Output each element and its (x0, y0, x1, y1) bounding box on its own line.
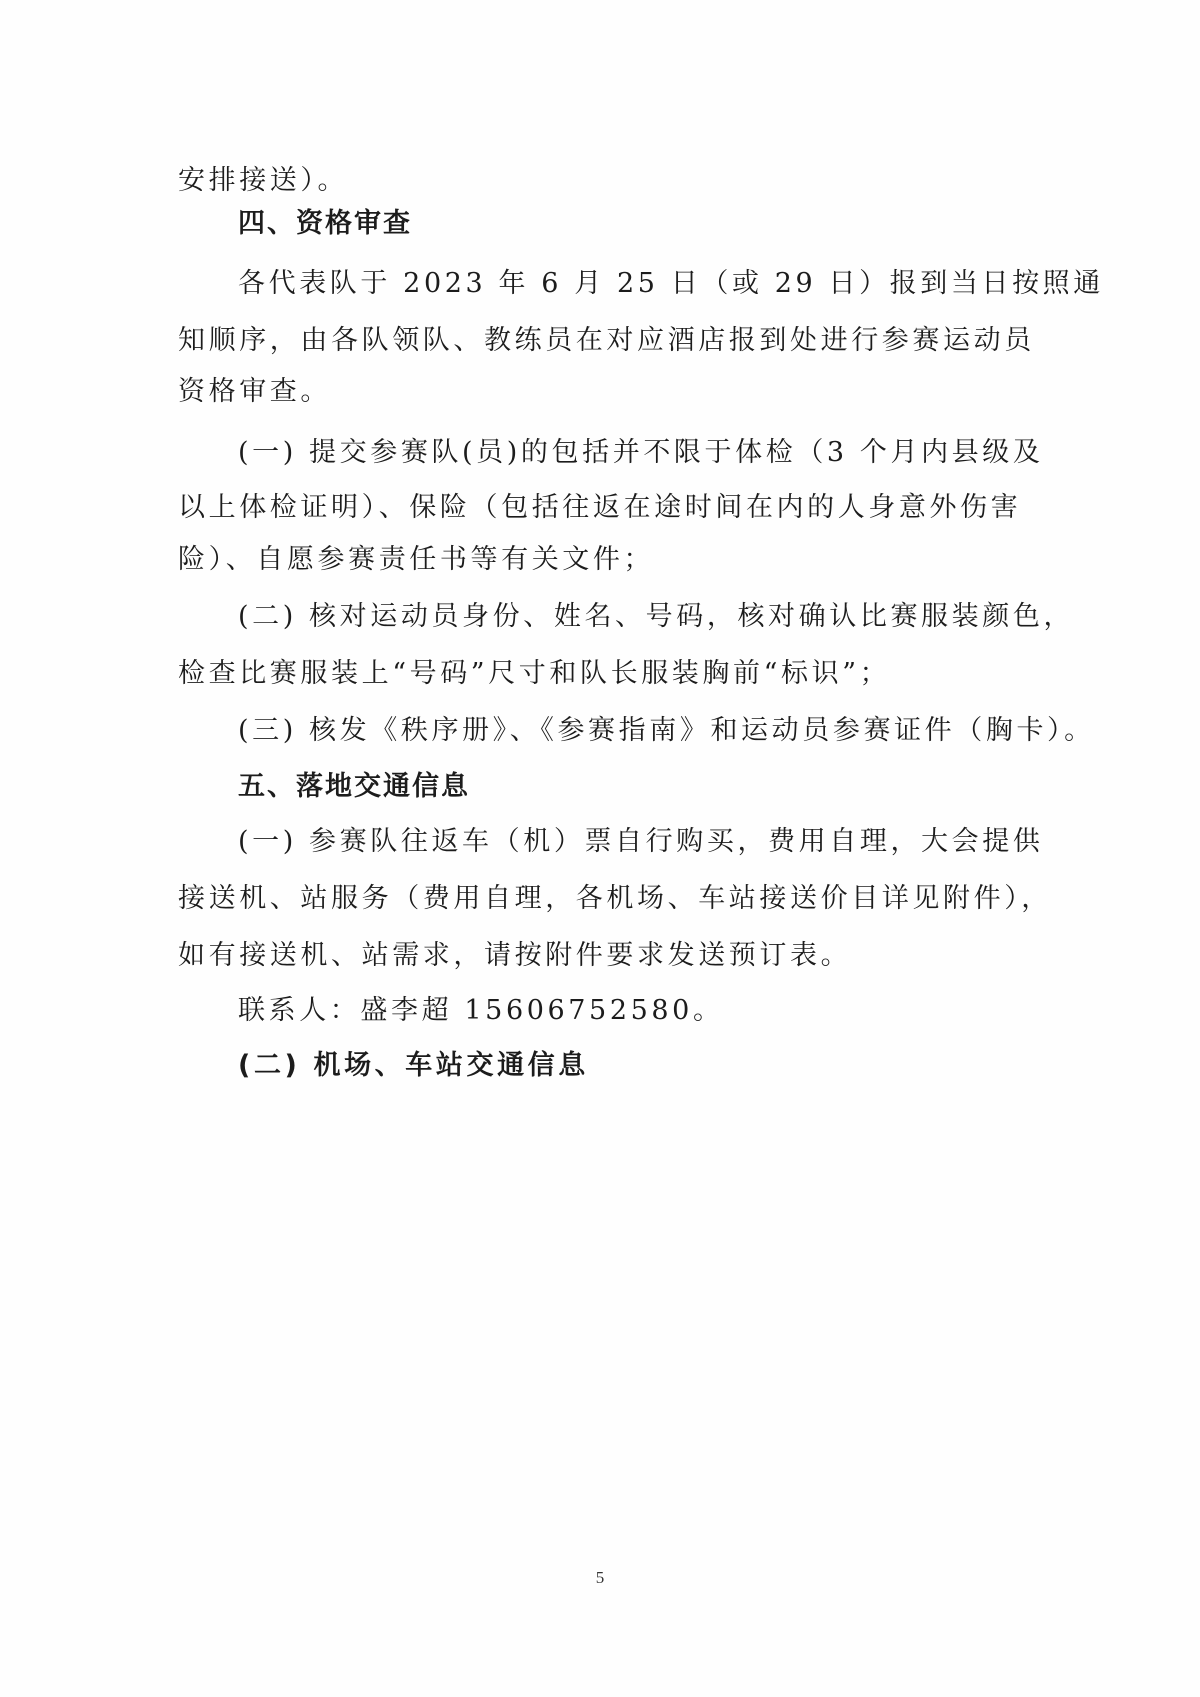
subheading-airport-station-info: (二) 机场、车站交通信息 (238, 1050, 589, 1081)
body-line: 险）、自愿参赛责任书等有关文件； (178, 544, 655, 575)
body-line-continuation: 安排接送）。 (178, 165, 349, 196)
list-item-2-line: (二) 核对运动员身份、姓名、号码，核对确认比赛服装颜色， (238, 601, 1075, 632)
body-line: 检查比赛服装上“号码”尺寸和队长服装胸前“标识”； (178, 658, 891, 689)
body-line: 资格审查。 (178, 376, 331, 407)
body-line: 知顺序，由各队领队、教练员在对应酒店报到处进行参赛运动员 (178, 325, 1035, 356)
page-number: 5 (595, 1568, 605, 1587)
list-item-1-line: (一) 提交参赛队(员)的包括并不限于体检（3 个月内县级及 (238, 437, 1044, 468)
body-line: 各代表队于 2023 年 6 月 25 日（或 29 日）报到当日按照通 (238, 268, 1104, 299)
section-heading-qualification-review: 四、资格审查 (238, 208, 412, 239)
body-line: 如有接送机、站需求，请按附件要求发送预订表。 (178, 940, 852, 971)
list-item-1-line: (一) 参赛队往返车（机）票自行购买，费用自理，大会提供 (238, 826, 1044, 857)
section-heading-landing-transport: 五、落地交通信息 (238, 771, 470, 802)
contact-line: 联系人：盛李超 15606752580。 (238, 995, 724, 1026)
body-line: 接送机、站服务（费用自理，各机场、车站接送价目详见附件）， (178, 883, 1052, 914)
body-line: 以上体检证明）、保险（包括往返在途时间在内的人身意外伤害 (178, 492, 1022, 523)
list-item-3-line: (三) 核发《秩序册》、《参赛指南》和运动员参赛证件（胸卡）。 (238, 715, 1095, 746)
